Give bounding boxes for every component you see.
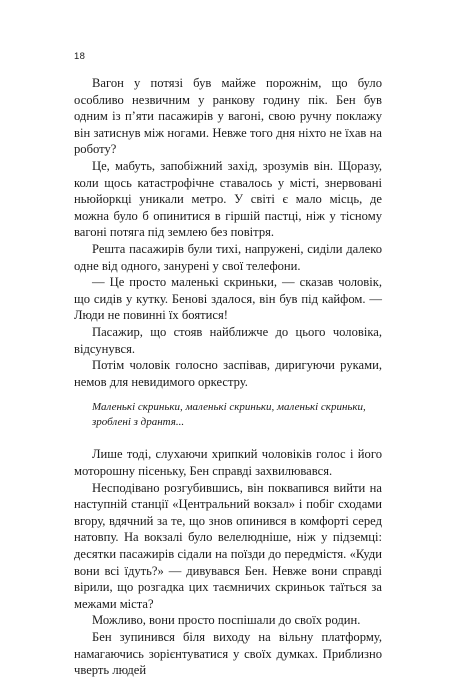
paragraph-4: — Це просто маленькі скриньки, — сказав чоловік, що сидів у кутку. Бенові здалося, він був під кайфом. — Люди не повинні їх боятися!: [74, 275, 382, 323]
page-body: [74, 75, 382, 679]
paragraph-10: Бен зупинився біля виходу на вільну платформу, намагаючись зорієнтуватися у своїх думках. Приблизно чверть людей: [74, 630, 382, 678]
paragraph-9: Можливо, вони просто поспішали до своїх родин.: [92, 613, 361, 628]
paragraph-1: Вагон у потязі був майже порожнім, що було особливо незвичним у ранкову годину пік. Бен був одним із п’яти пасажирів у вагоні, свою ручну поклажу він затиснув між ногами. Невже того дня ніхто не їхав на роботу?: [74, 76, 382, 157]
song-line-1: Маленькі скриньки, маленькі скриньки, маленькі скриньки,: [92, 401, 366, 414]
paragraph-2: Це, мабуть, запобіжний захід, зрозумів він. Щоразу, коли щось катастрофічне ставалось у місті, знервовані ньюйоркці уникали метро. У світі є мало місць, де можна було б опинитися в гіршій пастці, ніж у тісному вагоні потяга під землею без повітря.: [74, 158, 382, 240]
paragraph-5: Пасажир, що стояв найближче до цього чоловіка, відсунувся.: [74, 324, 382, 356]
paragraph-7: Лише тоді, слухаючи хрипкий чоловіків голос і його моторошну пісеньку, Бен справді захвилювався.: [74, 447, 382, 479]
paragraph-6: Потім чоловік голосно заспівав, диригуючи руками, немов для невидимого оркестру.: [74, 358, 382, 389]
song-lyrics: [92, 400, 382, 429]
paragraph-3: Решта пасажирів були тихі, напружені, сиділи далеко одне від одного, занурені у свої телефони.: [74, 241, 382, 273]
paragraph-8: Несподівано розгубившись, він поквапився вийти на наступній станції «Центральний вокзал» і побіг сходами вгору, вдячний за те, що знов опинився в комфорті серед натовпу. На вокзалі було велелюдніше, ніж у підземці: десятки пасажирів сідали на поїзди до передмістя. «Куди вони всі їдуть?» — дивувався Бен. Невже вони справді вірили, що розгадка цих таємничих скриньок таїться за межами міста?: [74, 480, 382, 611]
song-line-2: зроблені з дрантя...: [92, 415, 185, 428]
page-number: 18: [74, 51, 86, 62]
